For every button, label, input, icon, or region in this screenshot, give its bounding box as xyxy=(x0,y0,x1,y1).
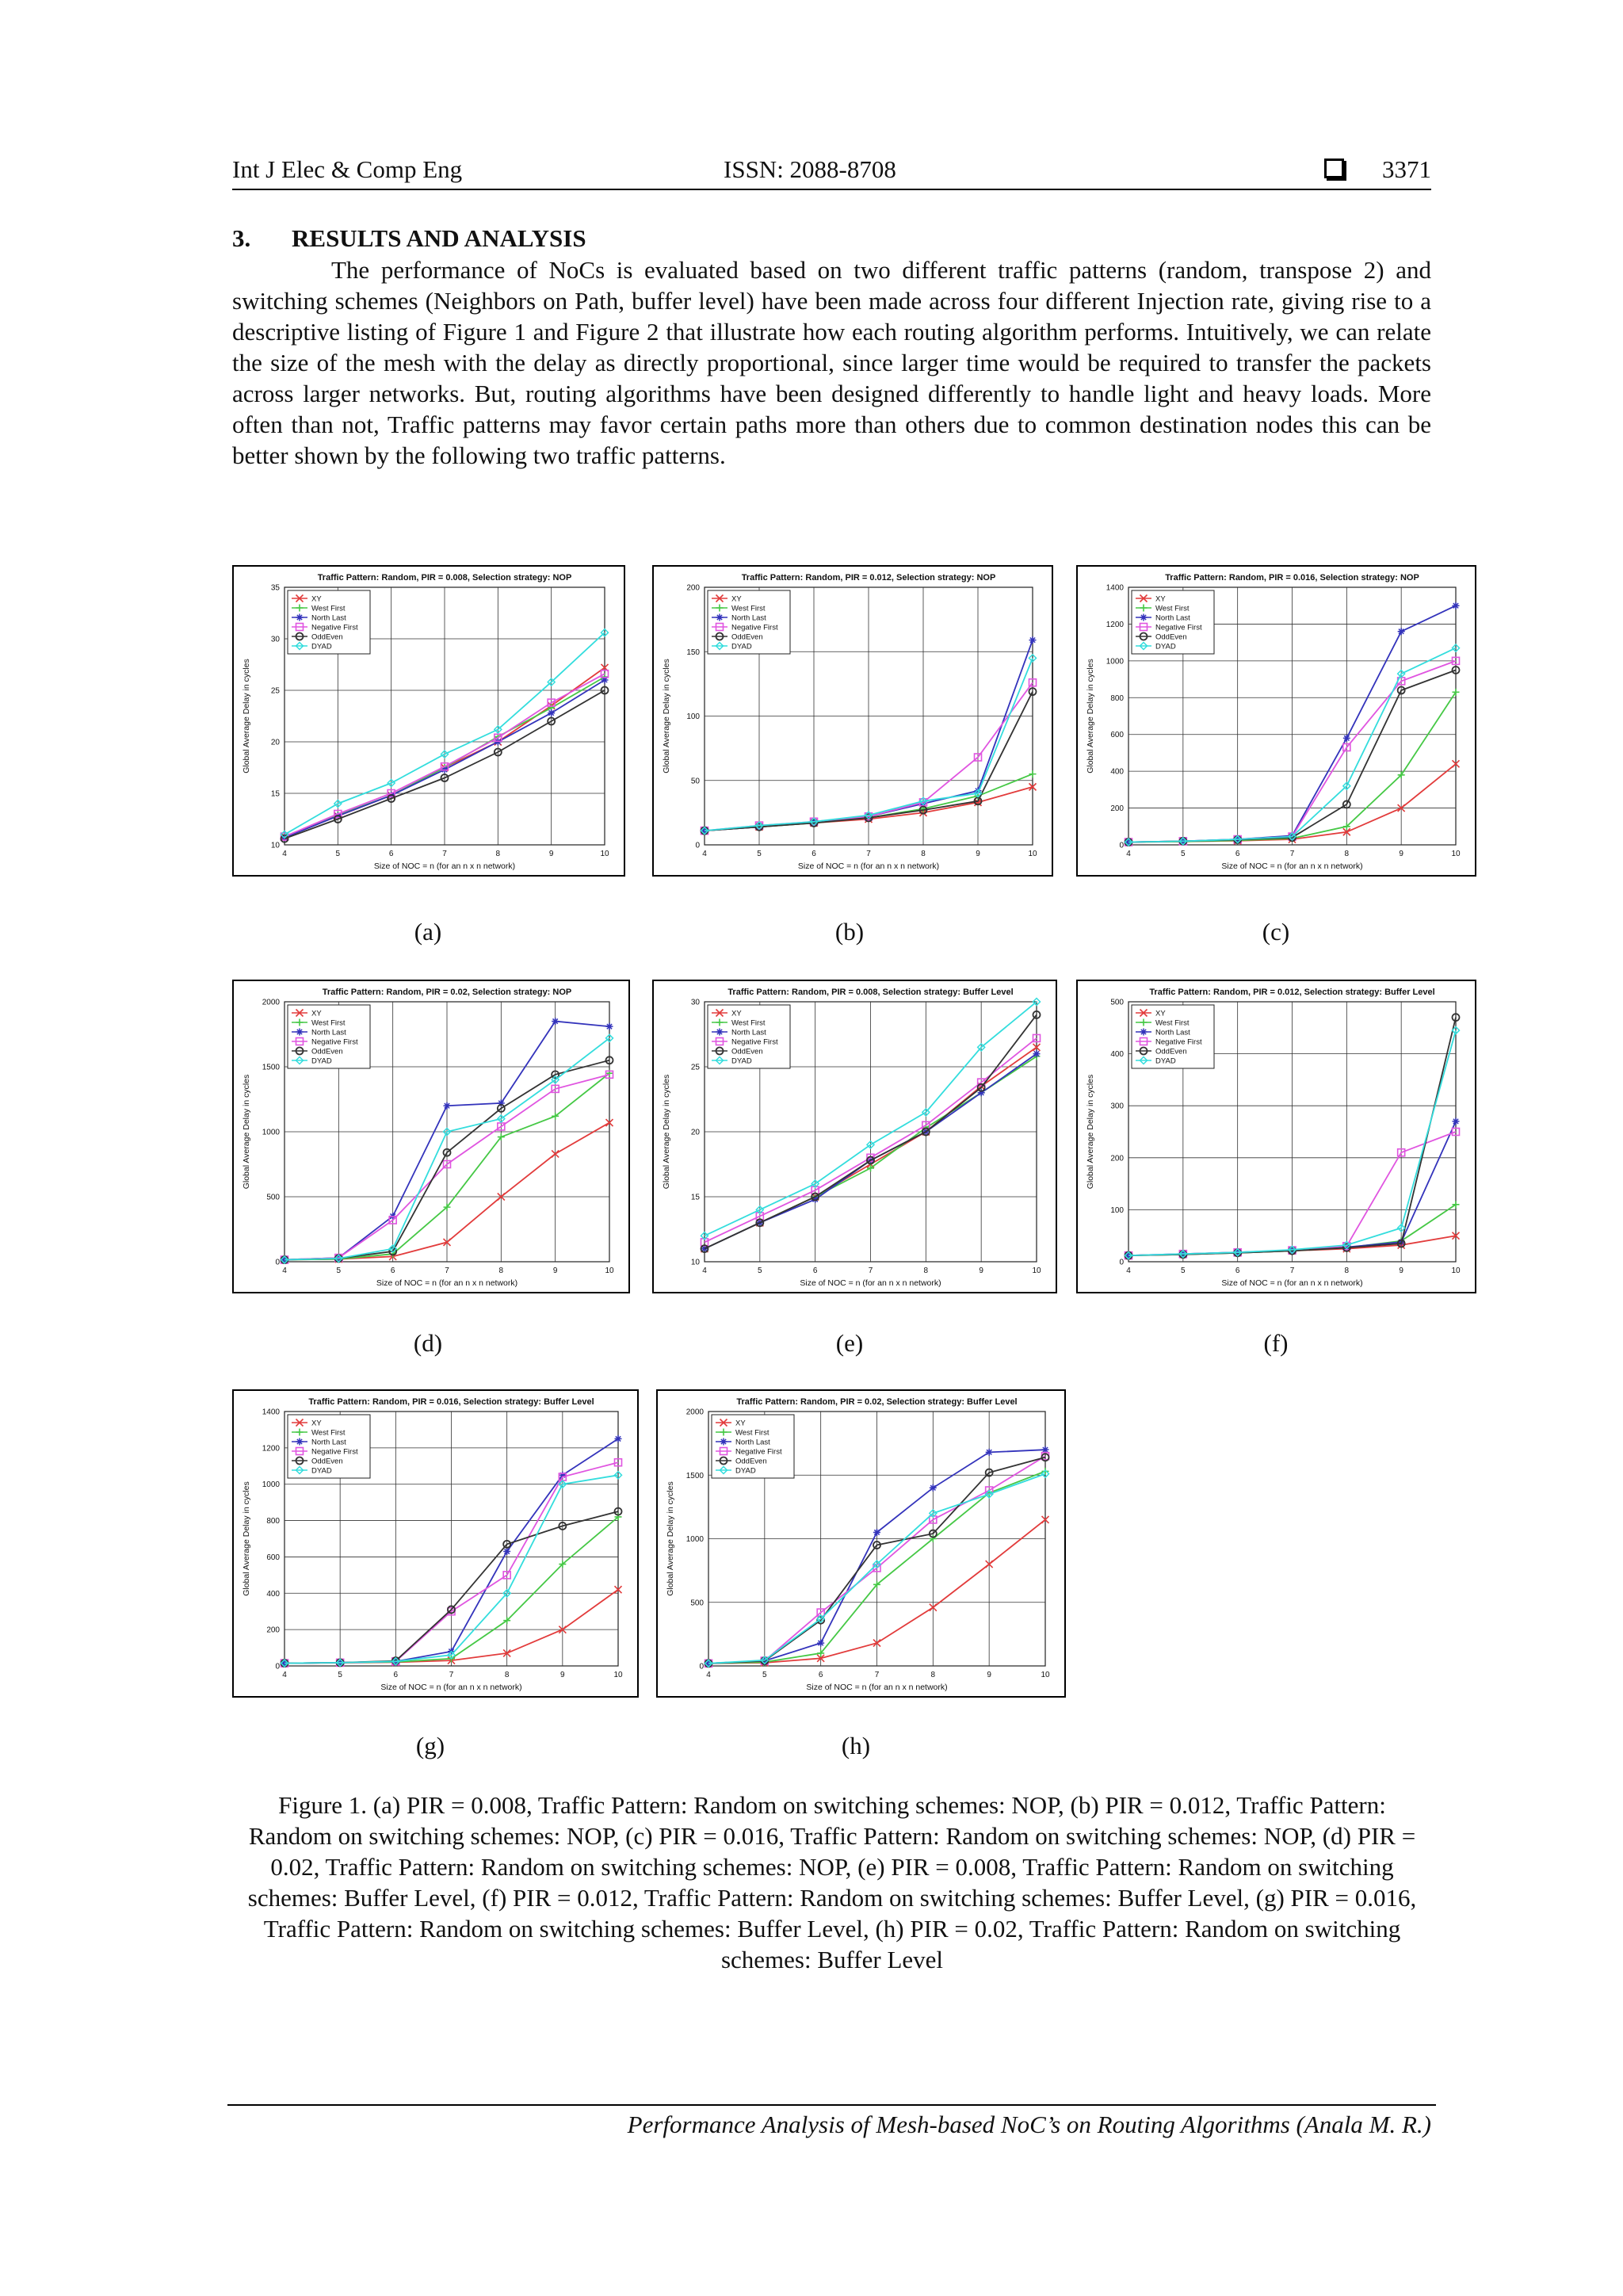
legend-label: XY xyxy=(311,1419,322,1428)
x-tick-label: 8 xyxy=(921,850,926,858)
legend-label: North Last xyxy=(311,613,346,623)
legend-label: North Last xyxy=(311,1028,346,1037)
x-tick-label: 10 xyxy=(1028,850,1037,858)
x-tick-label: 10 xyxy=(1451,850,1461,858)
x-tick-label: 6 xyxy=(818,1671,823,1679)
y-tick-label: 2000 xyxy=(685,1408,704,1417)
x-tick-label: 8 xyxy=(923,1266,929,1275)
legend-label: OddEven xyxy=(735,1457,767,1466)
x-tick-label: 7 xyxy=(868,1266,873,1275)
x-tick-label: 5 xyxy=(1181,850,1186,858)
x-tick-label: 5 xyxy=(762,1671,767,1679)
legend-label: West First xyxy=(731,604,766,613)
x-tick-label: 9 xyxy=(976,850,980,858)
x-tick-label: 4 xyxy=(1126,850,1131,858)
legend-label: OddEven xyxy=(311,1457,343,1466)
y-tick-label: 1000 xyxy=(262,1480,280,1490)
x-tick-label: 5 xyxy=(338,1671,342,1679)
chart-title: Traffic Pattern: Random, PIR = 0.016, Selection strategy: Buffer Level xyxy=(308,1397,594,1407)
x-tick-label: 7 xyxy=(449,1671,454,1679)
x-tick-label: 4 xyxy=(702,850,707,858)
y-tick-label: 10 xyxy=(270,841,280,850)
y-tick-label: 0 xyxy=(275,1258,280,1267)
chart-title: Traffic Pattern: Random, PIR = 0.012, Selection strategy: NOP xyxy=(741,573,996,583)
chart-title: Traffic Pattern: Random, PIR = 0.016, Selection strategy: NOP xyxy=(1165,573,1419,583)
y-tick-label: 0 xyxy=(1119,1258,1124,1267)
y-tick-label: 15 xyxy=(270,789,280,799)
y-axis-label: Global Average Delay in cycles xyxy=(662,1074,671,1190)
x-tick-label: 6 xyxy=(812,850,816,858)
figure-caption: Figure 1. (a) PIR = 0.008, Traffic Pattern: Random on switching schemes: NOP, (b) PIR = 0.012, Traffic Pattern: Random on switching schemes: NOP, (c) PIR = 0.016, Traffic Pattern: Random on switching schemes: NOP, (d) PIR = 0.02, Traffic Pattern: Random on switching schemes: NOP, (e) PIR = 0.008, Traffic Pattern: Random on switching schemes: Buffer Level, (f) PIR = 0.012, Traffic Pattern: Random on switching schemes: Buffer Level, (g) PIR = 0.016, Traffic Pattern: Random on switching schemes: Buffer Level, (h) PIR = 0.02, Traffic Pattern: Random on switching schemes: Buffer Level xyxy=(247,1791,1417,1973)
x-tick-label: 6 xyxy=(812,1266,818,1275)
legend-label: DYAD xyxy=(731,1056,752,1066)
legend-label: DYAD xyxy=(735,1466,756,1476)
x-tick-label: 4 xyxy=(702,1266,707,1275)
legend-label: West First xyxy=(1155,1018,1190,1028)
legend-label: North Last xyxy=(731,1028,766,1037)
section-number: 3. xyxy=(232,224,251,252)
chart-legend xyxy=(708,590,790,654)
issn: ISSN: 2088-8708 xyxy=(724,155,896,183)
y-tick-label: 0 xyxy=(699,1662,704,1671)
chart-svg xyxy=(1078,981,1475,1292)
y-tick-label: 1000 xyxy=(1106,657,1124,667)
x-tick-label: 4 xyxy=(1126,1266,1131,1275)
x-axis-label: Size of NOC = n (for an n x n network) xyxy=(376,1278,518,1288)
journal-name: Int J Elec & Comp Eng xyxy=(232,155,463,183)
x-tick-label: 9 xyxy=(560,1671,565,1679)
y-tick-label: 1200 xyxy=(262,1444,280,1454)
x-tick-label: 9 xyxy=(979,1266,983,1275)
x-tick-label: 7 xyxy=(874,1671,880,1679)
y-axis-label: Global Average Delay in cycles xyxy=(242,659,251,774)
y-axis-label: Global Average Delay in cycles xyxy=(662,659,671,774)
y-tick-label: 30 xyxy=(690,998,700,1007)
page-number: 3371 xyxy=(1382,155,1431,183)
x-tick-label: 9 xyxy=(1399,850,1403,858)
y-tick-label: 500 xyxy=(1110,998,1124,1007)
legend-label: DYAD xyxy=(1155,1056,1176,1066)
chart-panel-a xyxy=(232,565,625,877)
legend-label: XY xyxy=(735,1419,746,1428)
x-axis-label: Size of NOC = n (for an n x n network) xyxy=(380,1683,522,1692)
y-tick-label: 35 xyxy=(270,583,280,593)
legend-label: XY xyxy=(311,594,322,604)
x-tick-label: 5 xyxy=(757,850,762,858)
x-tick-label: 9 xyxy=(548,850,554,858)
legend-label: West First xyxy=(311,604,346,613)
x-tick-label: 9 xyxy=(552,1266,558,1275)
footer-rule xyxy=(227,2104,1436,2106)
chart-svg xyxy=(1078,567,1475,875)
y-tick-label: 500 xyxy=(266,1193,280,1202)
y-tick-label: 200 xyxy=(1110,1154,1124,1163)
y-tick-label: 400 xyxy=(266,1589,280,1599)
legend-label: Negative First xyxy=(735,1447,782,1457)
running-header xyxy=(232,155,1431,190)
y-tick-label: 1200 xyxy=(1106,620,1124,629)
chart-legend xyxy=(1132,590,1214,654)
legend-label: Negative First xyxy=(311,1037,358,1047)
x-tick-label: 4 xyxy=(282,1266,287,1275)
x-axis-label: Size of NOC = n (for an n x n network) xyxy=(797,861,940,871)
x-tick-label: 9 xyxy=(987,1671,991,1679)
y-tick-label: 600 xyxy=(266,1553,280,1562)
chart-title: Traffic Pattern: Random, PIR = 0.012, Selection strategy: Buffer Level xyxy=(1149,988,1435,997)
chart-svg xyxy=(234,981,628,1292)
legend-label: West First xyxy=(735,1428,769,1438)
x-tick-label: 8 xyxy=(930,1671,936,1679)
x-tick-label: 10 xyxy=(613,1671,623,1679)
y-axis-label: Global Average Delay in cycles xyxy=(242,1074,251,1190)
y-tick-label: 1000 xyxy=(262,1128,280,1137)
legend-label: North Last xyxy=(731,613,766,623)
x-tick-label: 8 xyxy=(498,1266,504,1275)
panel-label-d: (d) xyxy=(413,1329,443,1357)
y-tick-label: 1400 xyxy=(1106,583,1124,593)
x-tick-label: 7 xyxy=(445,1266,449,1275)
y-tick-label: 1500 xyxy=(262,1063,280,1072)
legend-label: OddEven xyxy=(311,1047,343,1056)
x-tick-label: 7 xyxy=(442,850,447,858)
y-tick-label: 20 xyxy=(270,738,280,747)
x-tick-label: 8 xyxy=(1344,1266,1350,1275)
panel-label-h: (h) xyxy=(841,1732,871,1759)
y-tick-label: 300 xyxy=(1110,1102,1124,1111)
chart-svg xyxy=(234,567,624,875)
page-number-group xyxy=(1324,155,1431,184)
y-tick-label: 0 xyxy=(275,1662,280,1671)
x-axis-label: Size of NOC = n (for an n x n network) xyxy=(806,1683,948,1692)
legend-label: Negative First xyxy=(311,1447,358,1457)
chart-title: Traffic Pattern: Random, PIR = 0.02, Selection strategy: NOP xyxy=(322,988,572,997)
x-tick-label: 10 xyxy=(1041,1671,1050,1679)
legend-label: DYAD xyxy=(311,1056,332,1066)
chart-svg xyxy=(658,1391,1064,1696)
legend-label: OddEven xyxy=(731,632,763,642)
y-tick-label: 2000 xyxy=(262,998,280,1007)
x-tick-label: 9 xyxy=(1399,1266,1403,1275)
x-tick-label: 8 xyxy=(1344,850,1350,858)
y-tick-label: 30 xyxy=(270,635,280,644)
legend-label: DYAD xyxy=(311,642,332,651)
x-tick-label: 6 xyxy=(1235,1266,1240,1275)
chart-title: Traffic Pattern: Random, PIR = 0.008, Selection strategy: Buffer Level xyxy=(727,988,1014,997)
x-tick-label: 7 xyxy=(1289,850,1295,858)
panel-label-b: (b) xyxy=(834,918,865,946)
legend-label: OddEven xyxy=(1155,632,1187,642)
x-tick-label: 5 xyxy=(758,1266,762,1275)
x-tick-label: 5 xyxy=(1181,1266,1186,1275)
x-axis-label: Size of NOC = n (for an n x n network) xyxy=(1221,861,1363,871)
legend-label: West First xyxy=(1155,604,1190,613)
x-tick-label: 10 xyxy=(605,1266,614,1275)
legend-label: Negative First xyxy=(731,623,778,632)
panel-label-a: (a) xyxy=(414,918,442,946)
x-tick-label: 4 xyxy=(282,850,287,858)
y-axis-label: Global Average Delay in cycles xyxy=(1086,659,1095,774)
section-title: RESULTS AND ANALYSIS xyxy=(292,224,586,252)
chart-panel-f xyxy=(1076,980,1476,1293)
legend-label: North Last xyxy=(1155,1028,1190,1037)
legend-label: XY xyxy=(1155,594,1166,604)
legend-label: OddEven xyxy=(311,632,343,642)
x-tick-label: 7 xyxy=(1289,1266,1295,1275)
y-tick-label: 500 xyxy=(690,1599,704,1608)
legend-label: North Last xyxy=(1155,613,1190,623)
x-tick-label: 8 xyxy=(495,850,501,858)
x-tick-label: 6 xyxy=(390,1266,395,1275)
y-tick-label: 0 xyxy=(1119,841,1124,850)
y-axis-label: Global Average Delay in cycles xyxy=(1086,1074,1095,1190)
y-tick-label: 200 xyxy=(1110,804,1124,814)
y-tick-label: 1000 xyxy=(685,1535,704,1544)
chart-legend xyxy=(288,590,370,654)
chart-panel-d xyxy=(232,980,630,1293)
y-tick-label: 200 xyxy=(266,1626,280,1635)
chart-legend xyxy=(1132,1005,1214,1068)
chart-legend xyxy=(288,1005,370,1068)
legend-label: DYAD xyxy=(1155,642,1176,651)
chart-title: Traffic Pattern: Random, PIR = 0.008, Selection strategy: NOP xyxy=(317,573,572,583)
y-tick-label: 100 xyxy=(1110,1205,1124,1215)
y-tick-label: 50 xyxy=(690,777,700,786)
legend-label: DYAD xyxy=(731,642,752,651)
y-tick-label: 15 xyxy=(690,1193,700,1202)
y-tick-label: 100 xyxy=(686,712,700,721)
x-tick-label: 6 xyxy=(1235,850,1240,858)
chart-svg xyxy=(234,1391,637,1696)
legend-label: North Last xyxy=(311,1438,346,1447)
body-paragraph: The performance of NoCs is evaluated based on two different traffic patterns (random, transpose 2) and switching schemes (Neighbors on Path, buffer level) have been made across four different Injection rate, giving rise to a descriptive listing of Figure 1 and Figure 2 that illustrate how each routing algorithm performs. Intuitively, we can relate the size of the mesh with the delay as directly proportional, since larger time would be required to transfer the packets across larger networks. But, routing algorithms have been designed differently to handle light and heavy loads. More often than not, Traffic patterns may favor certain paths more than others due to common destination nodes this can be better shown by the following two traffic patterns. xyxy=(232,256,1431,469)
x-tick-label: 10 xyxy=(600,850,609,858)
chart-svg xyxy=(654,981,1056,1292)
x-axis-label: Size of NOC = n (for an n x n network) xyxy=(800,1278,941,1288)
y-tick-label: 1400 xyxy=(262,1408,280,1417)
y-tick-label: 10 xyxy=(690,1258,700,1267)
y-tick-label: 1500 xyxy=(685,1471,704,1480)
y-tick-label: 25 xyxy=(270,686,280,696)
chart-legend xyxy=(708,1005,790,1068)
chart-panel-b xyxy=(652,565,1053,877)
x-tick-label: 6 xyxy=(388,850,394,858)
panel-label-e: (e) xyxy=(835,1329,864,1357)
legend-label: Negative First xyxy=(1155,623,1202,632)
x-tick-label: 7 xyxy=(866,850,871,858)
legend-label: Negative First xyxy=(731,1037,778,1047)
y-tick-label: 800 xyxy=(266,1517,280,1526)
legend-label: XY xyxy=(731,594,742,604)
chart-title: Traffic Pattern: Random, PIR = 0.02, Selection strategy: Buffer Level xyxy=(736,1397,1018,1407)
x-tick-label: 10 xyxy=(1451,1266,1461,1275)
legend-label: Negative First xyxy=(311,623,358,632)
square-bullet-icon xyxy=(1324,159,1344,178)
y-tick-label: 25 xyxy=(690,1063,700,1072)
x-tick-label: 5 xyxy=(335,850,341,858)
x-tick-label: 10 xyxy=(1032,1266,1041,1275)
y-tick-label: 800 xyxy=(1110,693,1124,703)
x-axis-label: Size of NOC = n (for an n x n network) xyxy=(373,861,516,871)
legend-label: XY xyxy=(1155,1009,1166,1018)
legend-label: OddEven xyxy=(731,1047,763,1056)
panel-label-g: (g) xyxy=(415,1732,445,1759)
legend-label: West First xyxy=(731,1018,766,1028)
y-tick-label: 600 xyxy=(1110,731,1124,740)
legend-label: North Last xyxy=(735,1438,770,1447)
y-axis-label: Global Average Delay in cycles xyxy=(242,1481,251,1596)
y-tick-label: 200 xyxy=(686,583,700,593)
y-tick-label: 150 xyxy=(686,648,700,657)
x-tick-label: 6 xyxy=(393,1671,399,1679)
legend-label: OddEven xyxy=(1155,1047,1187,1056)
legend-label: Negative First xyxy=(1155,1037,1202,1047)
running-footer: Performance Analysis of Mesh-based NoC’s on Routing Algorithms (Anala M. R.) xyxy=(627,2111,1431,2138)
legend-label: XY xyxy=(311,1009,322,1018)
x-tick-label: 8 xyxy=(504,1671,510,1679)
chart-panel-e xyxy=(652,980,1057,1293)
y-tick-label: 20 xyxy=(690,1128,700,1137)
chart-panel-g xyxy=(232,1389,639,1698)
legend-label: XY xyxy=(731,1009,742,1018)
chart-panel-h xyxy=(656,1389,1066,1698)
x-tick-label: 5 xyxy=(336,1266,342,1275)
legend-label: West First xyxy=(311,1018,346,1028)
chart-legend xyxy=(288,1415,370,1478)
y-tick-label: 0 xyxy=(695,841,700,850)
section-heading xyxy=(232,224,586,253)
chart-svg xyxy=(654,567,1052,875)
x-tick-label: 4 xyxy=(706,1671,711,1679)
x-tick-label: 4 xyxy=(282,1671,287,1679)
chart-panel-c xyxy=(1076,565,1476,877)
x-axis-label: Size of NOC = n (for an n x n network) xyxy=(1221,1278,1363,1288)
y-tick-label: 400 xyxy=(1110,767,1124,777)
legend-label: DYAD xyxy=(311,1466,332,1476)
y-axis-label: Global Average Delay in cycles xyxy=(666,1481,675,1596)
chart-legend xyxy=(712,1415,794,1478)
panel-label-f: (f) xyxy=(1263,1329,1289,1357)
y-tick-label: 400 xyxy=(1110,1050,1124,1060)
legend-label: West First xyxy=(311,1428,346,1438)
panel-label-c: (c) xyxy=(1262,918,1290,946)
